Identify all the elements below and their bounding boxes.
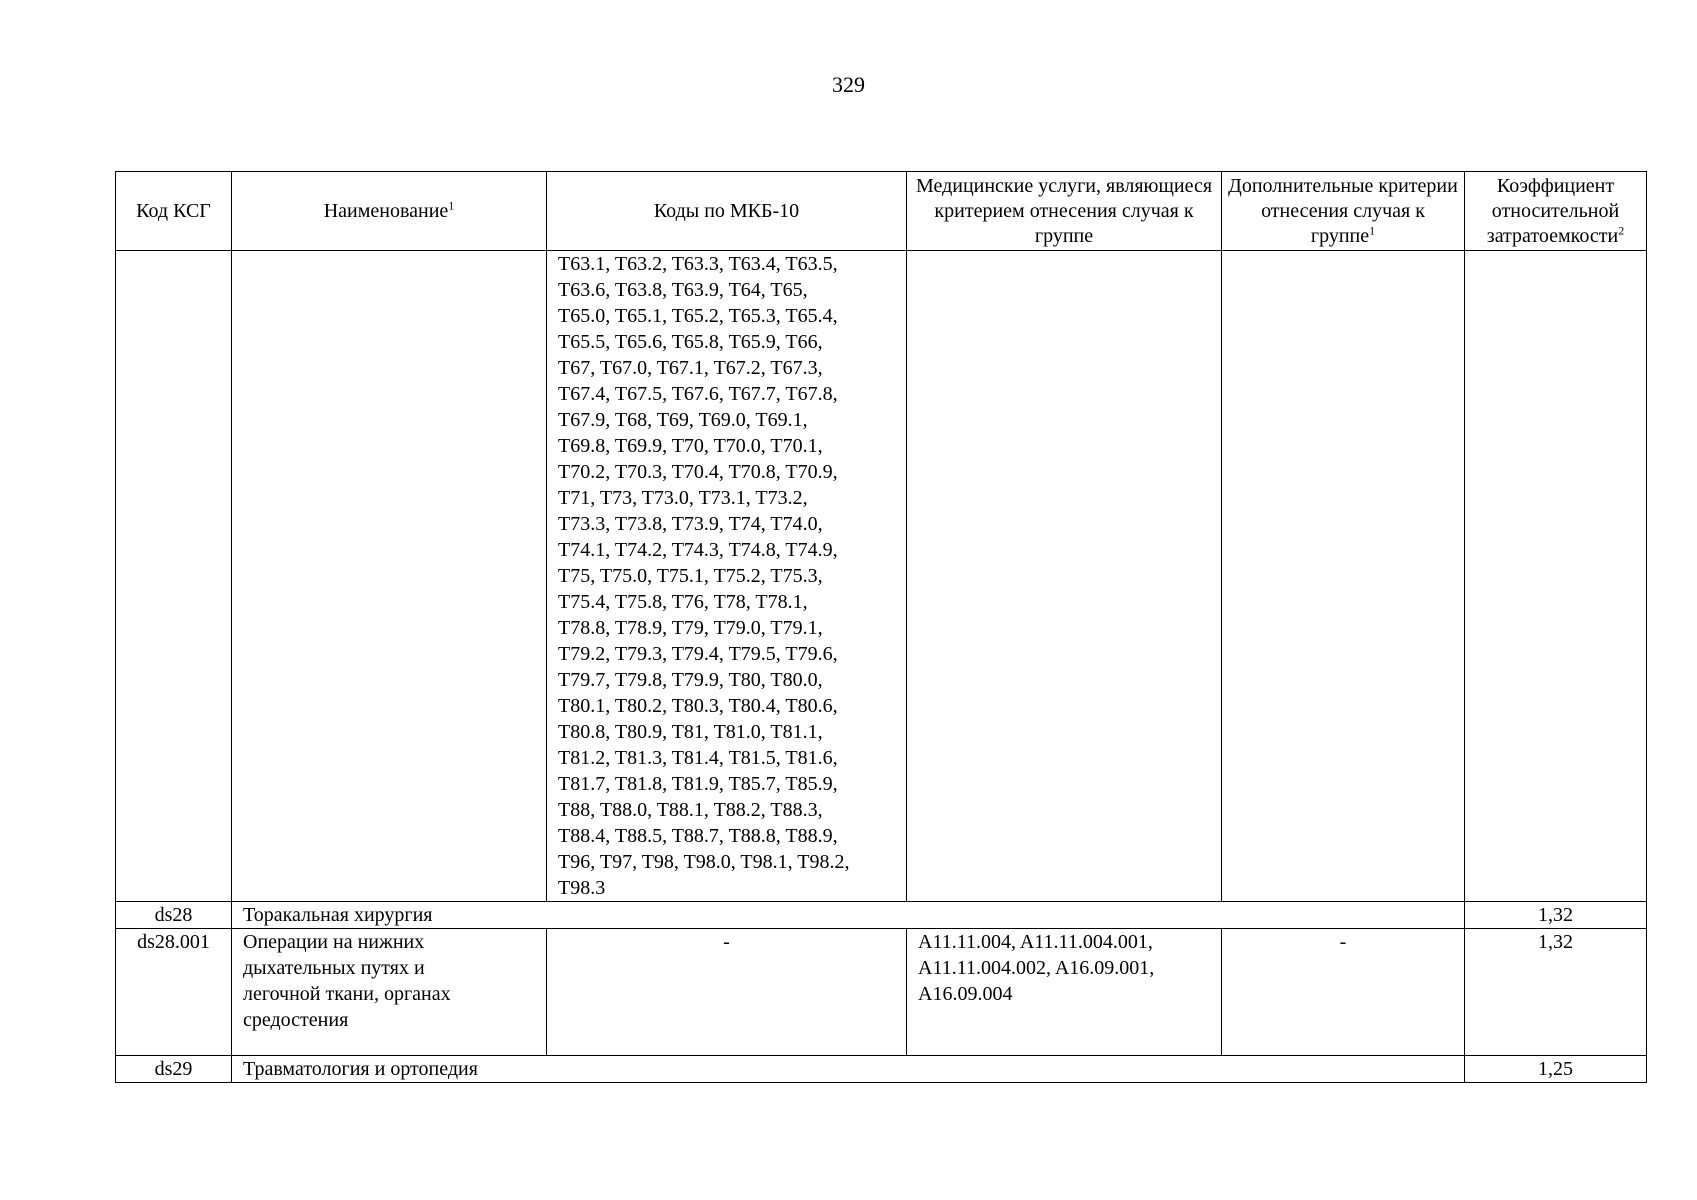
name-line: легочной ткани, органах — [243, 983, 451, 1005]
header-name: Наименование$^1$ — [232, 172, 547, 251]
header-additional-criteria: Дополнительные критерии отнесения случая к группе$^1$ — [1222, 172, 1465, 251]
name-line: дыхательных путях и — [243, 957, 425, 979]
icd-code-line: T79.2, T79.3, T79.4, T79.5, T79.6, — [558, 643, 838, 665]
icd-code-line: T73.3, T73.8, T73.9, T74, T74.0, — [558, 513, 823, 535]
cell-coef: 1,32 — [1465, 929, 1647, 1056]
icd-code-line: T70.2, T70.3, T70.4, T70.8, T70.9, — [558, 461, 838, 483]
cell-name — [232, 251, 547, 902]
icd-code-line: T67.9, T68, T69, T69.0, T69.1, — [558, 409, 808, 431]
cell-code: ds28.001 — [116, 929, 232, 1056]
name-line: средостения — [243, 1009, 349, 1031]
icd-code-line: T81.2, T81.3, T81.4, T81.5, T81.6, — [558, 747, 838, 769]
icd-code-list — [558, 251, 895, 901]
icd-code-line: T63.1, T63.2, T63.3, T63.4, T63.5, — [558, 253, 838, 275]
cell-services — [907, 929, 1222, 1056]
table-header-row — [116, 172, 1647, 251]
table-row-group — [116, 1056, 1647, 1083]
footnote-mark: 2 — [1618, 222, 1625, 237]
footnote-mark: 1 — [1369, 222, 1376, 237]
icd-code-line: T71, T73, T73.0, T73.1, T73.2, — [558, 487, 808, 509]
footnote-mark: 1 — [448, 197, 455, 212]
cell-additional: - — [1222, 929, 1465, 1056]
page-number: 329 — [832, 72, 865, 97]
table-row-group — [116, 902, 1647, 929]
name-line: Операции на нижних — [243, 931, 425, 953]
cell-code — [116, 251, 232, 902]
cell-group-name: Торакальная хирургия — [232, 902, 1465, 929]
service-line: A11.11.004.002, A16.09.001, — [918, 957, 1155, 979]
ksg-table — [115, 171, 1647, 1083]
icd-code-line: T79.7, T79.8, T79.9, T80, T80.0, — [558, 669, 823, 691]
icd-code-line: T80.1, T80.2, T80.3, T80.4, T80.6, — [558, 695, 838, 717]
cell-code: ds28 — [116, 902, 232, 929]
icd-code-line: T74.1, T74.2, T74.3, T74.8, T74.9, — [558, 539, 838, 561]
cell-icd-codes — [547, 251, 907, 902]
service-line: A11.11.004, A11.11.004.001, — [918, 931, 1153, 953]
icd-code-line: T88, T88.0, T88.1, T88.2, T88.3, — [558, 799, 823, 821]
icd-code-line: T78.8, T78.9, T79, T79.0, T79.1, — [558, 617, 823, 639]
table-row — [116, 929, 1647, 1056]
icd-code-line: T75, T75.0, T75.1, T75.2, T75.3, — [558, 565, 823, 587]
table-row-continuation — [116, 251, 1647, 902]
cell-coef: 1,32 — [1465, 902, 1647, 929]
cell-coef: 1,25 — [1465, 1056, 1647, 1083]
header-ksg-code: Код КСГ — [116, 172, 232, 251]
header-medical-services: Медицинские услуги, являющиеся критерием отнесения случая к группе — [907, 172, 1222, 251]
cell-services — [907, 251, 1222, 902]
cell-coef — [1465, 251, 1647, 902]
cell-additional — [1222, 251, 1465, 902]
cell-group-name: Травматология и ортопедия — [232, 1056, 1465, 1083]
header-icd10-codes: Коды по МКБ-10 — [547, 172, 907, 251]
icd-code-line: T75.4, T75.8, T76, T78, T78.1, — [558, 591, 808, 613]
icd-code-line: T80.8, T80.9, T81, T81.0, T81.1, — [558, 721, 823, 743]
cell-icd-codes: - — [547, 929, 907, 1056]
icd-code-line: T81.7, T81.8, T81.9, T85.7, T85.9, — [558, 773, 838, 795]
icd-code-line: T67, T67.0, T67.1, T67.2, T67.3, — [558, 357, 823, 379]
cell-name — [232, 929, 547, 1056]
icd-code-line: T65.5, T65.6, T65.8, T65.9, T66, — [558, 331, 823, 353]
icd-code-line: T65.0, T65.1, T65.2, T65.3, T65.4, — [558, 305, 838, 327]
icd-code-line: T69.8, T69.9, T70, T70.0, T70.1, — [558, 435, 823, 457]
service-line: A16.09.004 — [918, 983, 1013, 1005]
icd-code-line: T88.4, T88.5, T88.7, T88.8, T88.9, — [558, 825, 838, 847]
icd-code-line: T63.6, T63.8, T63.9, T64, T65, — [558, 279, 808, 301]
header-cost-coefficient: Коэффициент относительной затратоемкости$^2$ — [1465, 172, 1647, 251]
icd-code-line: T67.4, T67.5, T67.6, T67.7, T67.8, — [558, 383, 838, 405]
icd-code-line: T96, T97, T98, T98.0, T98.1, T98.2, — [558, 851, 850, 873]
icd-code-line: T98.3 — [558, 877, 606, 899]
cell-code: ds29 — [116, 1056, 232, 1083]
